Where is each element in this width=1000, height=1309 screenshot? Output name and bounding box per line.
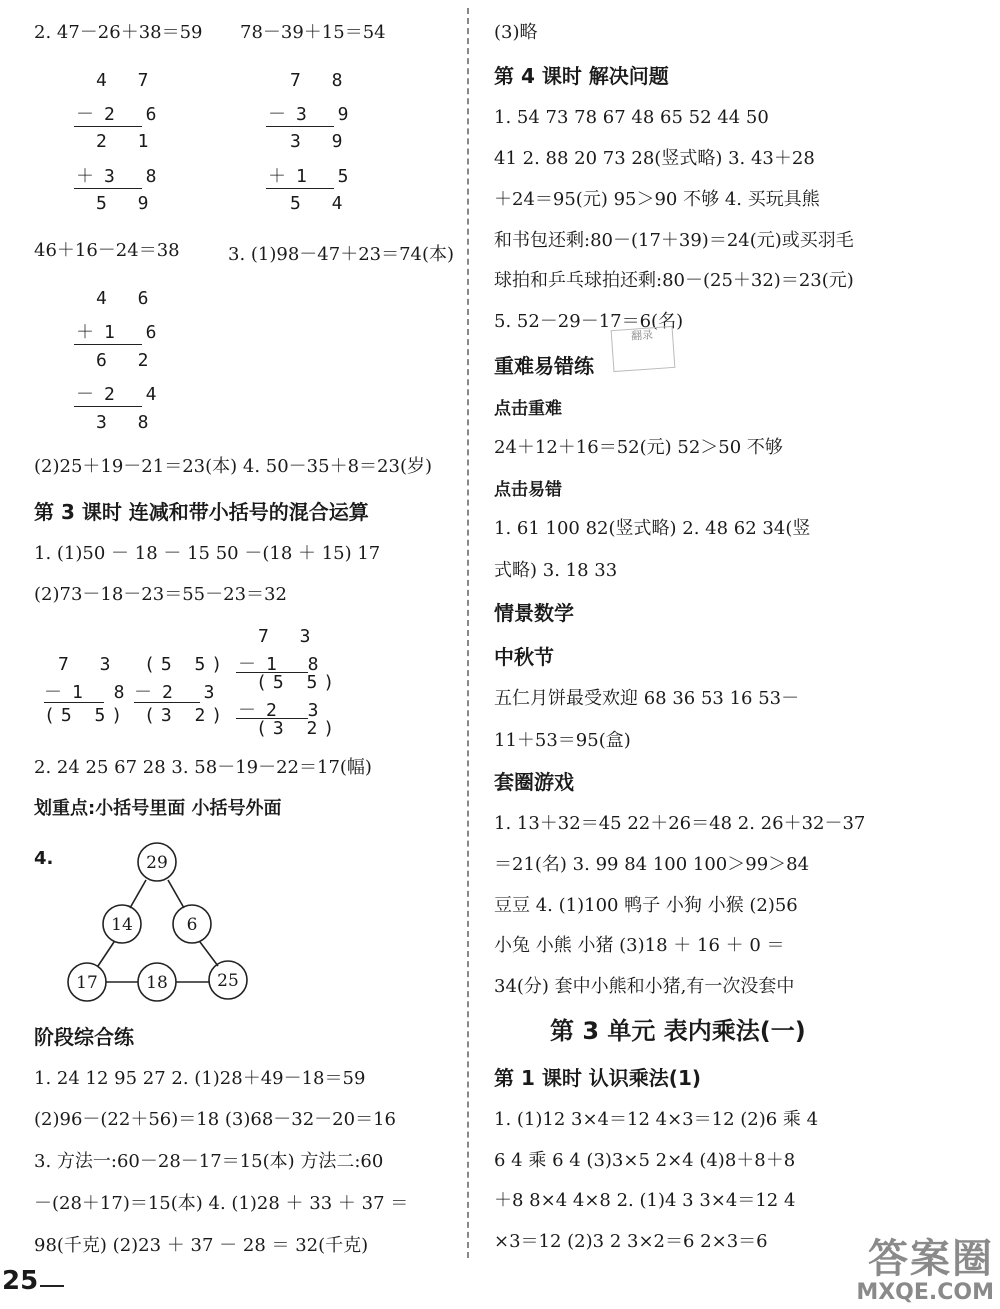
vcalc-2-r3: 3 9 — [290, 131, 353, 152]
heading-key-difficult: 重难易错练 — [494, 354, 594, 378]
column-divider — [467, 8, 469, 1258]
vcalc-line — [74, 188, 142, 189]
vcalc-2-r5: 5 4 — [290, 193, 353, 214]
right-line-7: 24＋12＋16＝52(元) 52＞50 不够 — [494, 437, 783, 458]
vcalc-6-r2: －1 8 — [238, 654, 329, 675]
left-line-12: 98(千克) (2)23 ＋ 37 － 28 ＝ 32(千克) — [34, 1235, 369, 1256]
triangle-edge — [200, 942, 218, 966]
left-line-5: (2)73－18－23＝55－23＝32 — [34, 584, 287, 605]
watermark-url: MXQE.COM — [856, 1280, 994, 1305]
heading-stage-practice: 阶段综合练 — [34, 1025, 134, 1049]
right-line-16: 34(分) 套中小熊和小猪,有一次没套中 — [494, 976, 795, 997]
vcalc-4-r1: 7 3 — [58, 654, 121, 675]
left-line-8: 1. 24 12 95 27 2. (1)28＋49－18＝59 — [34, 1068, 366, 1089]
triangle-edge — [130, 880, 146, 908]
vcalc-6-r1: 7 3 — [258, 626, 321, 647]
vcalc-line — [266, 126, 334, 127]
node-bottom-middle: 18 — [146, 973, 168, 993]
vcalc-1-r5: 5 9 — [96, 193, 159, 214]
left-line-7: 划重点:小括号里面 小括号外面 — [34, 798, 282, 819]
left-line-10: 3. 方法一:60－28－17＝15(本) 方法二:60 — [34, 1151, 384, 1172]
right-line-1: 1. 54 73 78 67 48 65 52 44 50 — [494, 107, 769, 128]
node-mid-right: 6 — [186, 915, 198, 935]
vcalc-4-r2: －1 8 — [44, 682, 135, 703]
watermark — [856, 1237, 994, 1305]
vcalc-line — [266, 188, 334, 189]
triangle-edge — [168, 880, 184, 908]
left-line-2b: 3. (1)98－47＋23＝74(本) — [228, 244, 455, 265]
heading-lesson-4: 第 4 课时 解决问题 — [494, 64, 669, 88]
vcalc-3-r5: 3 8 — [96, 412, 159, 433]
right-line-3: ＋24＝95(元) 95＞90 不够 4. 买玩具熊 — [494, 189, 820, 210]
vcalc-2-r4: ＋1 5 — [268, 166, 359, 187]
left-line-4: 1. (1)50 － 18 － 15 50 －(18 ＋ 15) 17 — [34, 543, 381, 564]
stamp-mark: 翻录 — [611, 326, 676, 372]
vcalc-line — [74, 406, 142, 407]
right-line-9: 式略) 3. 18 33 — [494, 560, 618, 581]
vcalc-5-r2: －2 3 — [134, 682, 225, 703]
page-number: 25 — [2, 1266, 39, 1296]
right-line-5: 球拍和乒乓球拍还剩:80－(25＋32)＝23(元) — [494, 270, 854, 291]
question-4-label: 4. — [34, 848, 54, 869]
vcalc-3-r1: 4 6 — [96, 288, 159, 309]
triangle-edge — [98, 942, 114, 966]
right-line-17: 1. (1)12 3×4＝12 4×3＝12 (2)6 乘 4 — [494, 1109, 819, 1130]
left-line-11: －(28＋17)＝15(本) 4. (1)28 ＋ 33 ＋ 37 ＝ — [34, 1193, 409, 1214]
right-line-20: ×3＝12 (2)3 2 3×2＝6 2×3＝6 — [494, 1231, 768, 1252]
node-bottom-right: 25 — [217, 971, 239, 991]
node-bottom-left: 17 — [76, 973, 98, 993]
vcalc-line — [74, 344, 142, 345]
vcalc-2-r1: 7 8 — [290, 70, 353, 91]
right-line-10: 五仁月饼最受欢迎 68 36 53 16 53－ — [494, 688, 800, 709]
right-line-11: 11＋53＝95(盒) — [494, 730, 631, 751]
unit-title: 第 3 单元 表内乘法(一) — [550, 1017, 806, 1045]
right-line-14: 豆豆 4. (1)100 鸭子 小狗 小猴 (2)56 — [494, 895, 798, 916]
right-line-19: ＋8 8×4 4×8 2. (1)4 3 3×4＝12 4 — [494, 1190, 796, 1211]
number-triangle-diagram — [60, 840, 260, 1010]
heading-lesson-1: 第 1 课时 认识乘法(1) — [494, 1066, 702, 1090]
heading-lesson-3: 第 3 课时 连减和带小括号的混合运算 — [34, 500, 369, 524]
left-line-9: (2)96－(22＋56)＝18 (3)68－32－20＝16 — [34, 1109, 396, 1130]
vcalc-2-r2: －3 9 — [268, 104, 359, 125]
right-line-12: 1. 13＋32＝45 22＋26＝48 2. 26＋32－37 — [494, 813, 866, 834]
right-line-8: 1. 61 100 82(竖式略) 2. 48 62 34(竖 — [494, 518, 811, 539]
vcalc-3-r2: ＋1 6 — [76, 322, 167, 343]
right-line-4: 和书包还剩:80－(17＋39)＝24(元)或买羽毛 — [494, 230, 854, 251]
vcalc-4-r3: (5 5) — [44, 705, 129, 726]
right-line-0: (3)略 — [494, 22, 538, 43]
left-line-6: 2. 24 25 67 28 3. 58－19－22＝17(幅) — [34, 757, 372, 778]
right-line-15: 小兔 小熊 小猪 (3)18 ＋ 16 ＋ 0 ＝ — [494, 935, 785, 956]
watermark-logo-text: 答案圈 — [868, 1236, 994, 1282]
subheading-key: 点击重难 — [494, 399, 562, 419]
vcalc-5-r3: (3 2) — [144, 705, 229, 726]
node-mid-left: 14 — [111, 915, 133, 935]
vcalc-6-r3: (5 5) — [256, 672, 341, 693]
left-line-3: (2)25＋19－21＝23(本) 4. 50－35＋8＝23(岁) — [34, 456, 432, 477]
vcalc-line — [44, 702, 104, 703]
page-number-rule — [40, 1285, 64, 1287]
left-line-1: 2. 47－26＋38＝59 — [34, 22, 203, 43]
vcalc-6-r4: －2 3 — [238, 700, 329, 721]
left-line-2: 46＋16－24＝38 — [34, 240, 180, 261]
vcalc-line — [134, 702, 200, 703]
heading-scenario-math: 情景数学 — [494, 601, 574, 625]
subheading-error: 点击易错 — [494, 480, 562, 500]
vcalc-1-r4: ＋3 8 — [76, 166, 167, 187]
vcalc-1-r2: －2 6 — [76, 104, 167, 125]
heading-ring-game: 套圈游戏 — [494, 770, 574, 794]
right-line-6: 5. 52－29－17＝6(名) — [494, 311, 684, 332]
vcalc-3-r4: －2 4 — [76, 384, 167, 405]
left-line-1b: 78－39＋15＝54 — [240, 22, 386, 43]
vcalc-3-r3: 6 2 — [96, 350, 159, 371]
right-line-18: 6 4 乘 6 4 (3)3×5 2×4 (4)8＋8＋8 — [494, 1150, 796, 1171]
heading-mid-autumn: 中秋节 — [494, 645, 554, 669]
node-top: 29 — [146, 853, 168, 873]
vcalc-1-r1: 4 7 — [96, 70, 159, 91]
right-line-13: ＝21(名) 3. 99 84 100 100＞99＞84 — [494, 854, 810, 875]
vcalc-6-r5: (3 2) — [256, 718, 341, 739]
vcalc-1-r3: 2 1 — [96, 131, 159, 152]
vcalc-line — [74, 126, 142, 127]
vcalc-5-r1: (5 5) — [144, 654, 229, 675]
right-line-2: 41 2. 88 20 73 28(竖式略) 3. 43＋28 — [494, 148, 815, 169]
